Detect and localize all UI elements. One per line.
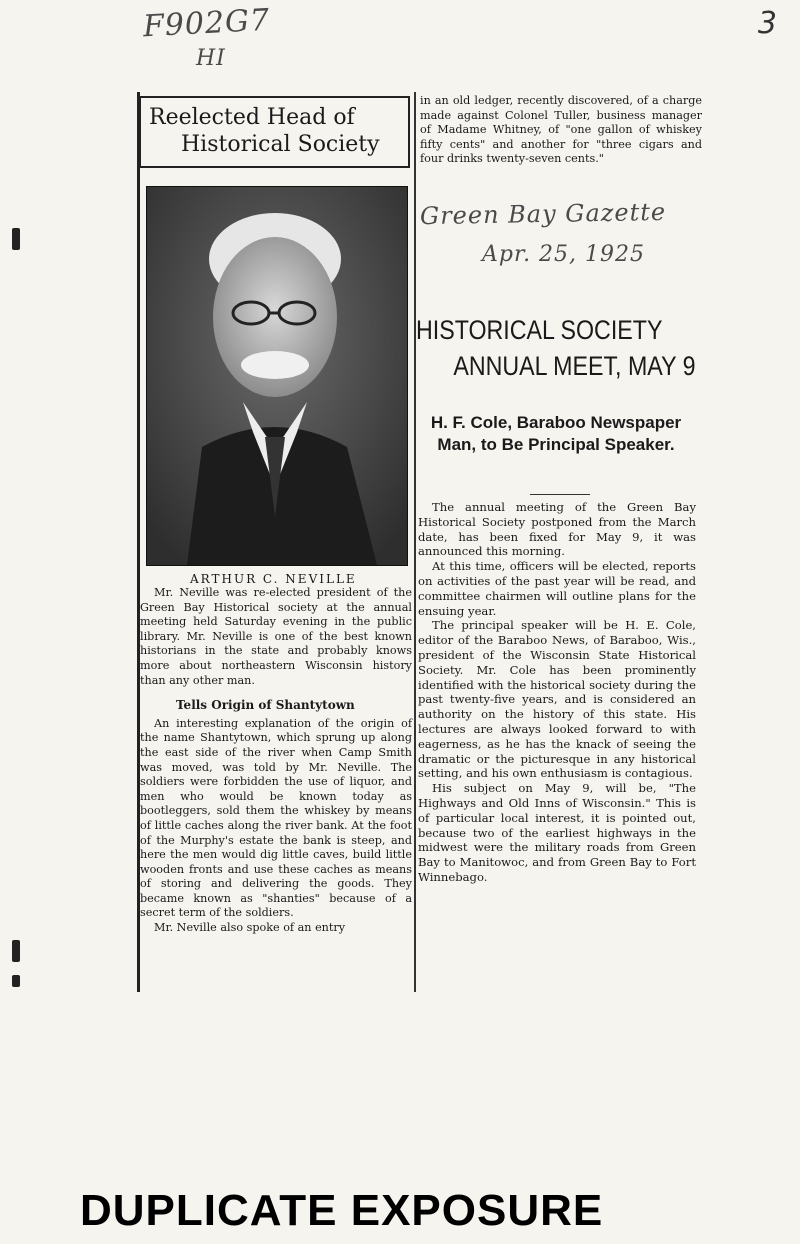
paragraph: An interesting explanation of the origin of the name Shantytown, which sprung up along the east side of the river when Camp Smith was moved, was told by Mr. Neville. The soldiers were forbidden the use of liquor, and men who would be known today as bootleggers, sold them the whiskey by means of little caches along the river bank. At the foot of the Murphy's estate the bank is steep, and here the men would dig little caves, build little wooden fronts and use these caches as means of storing and delivering the goods. They became known as "shanties" because of a secret term of the soldiers. [140,716,412,920]
handwritten-date: Apr. 25, 1925 [482,242,646,267]
headline-line-2: Historical Society [181,132,380,157]
left-article-body [140,586,412,936]
call-number: F902G7 [142,2,271,45]
left-article-continuation [420,94,702,167]
headline-line-2: ANNUAL MEET, MAY 9 [453,351,696,381]
paragraph: in an old ledger, recently discovered, of a charge made against Colonel Tuller, business manager of Madame Whitney, of "one gallon of whiskey fifty cents" and another for "three cigars and four drinks twenty-seven cents." [420,94,702,166]
margin-mark [12,228,20,250]
page-number: 3 [757,6,778,41]
duplicate-exposure-stamp: DUPLICATE EXPOSURE [80,1186,604,1235]
headline-line-1: Reelected Head of [149,105,355,130]
call-number-sub: HI [196,46,226,71]
paragraph: At this time, officers will be elected, reports on activities of the past year will be read, and committee chairmen will outline plans for the ensuing year. [418,559,696,618]
paragraph: The principal speaker will be H. E. Cole, editor of the Baraboo News, of Baraboo, Wis., president of the Wisconsin State Historical Society. Mr. Cole has been prominently identified with the historical society during the past twenty-five years, and is considered an authority on the history of this state. His lectures are always looked forward to with eagerness, as he has the knack of seeing the dramatic or the picturesque in any historical setting, and his own enthusiasm is contagious. [418,618,696,781]
portrait-photo [146,186,408,566]
subhead: Tells Origin of Shantytown [176,698,355,713]
right-article-headline [416,312,696,384]
divider [530,494,590,495]
left-article-headline [139,96,410,168]
margin-mark [12,940,20,962]
right-article-subhead: H. F. Cole, Baraboo Newspaper Man, to Be Principal Speaker. [430,413,682,454]
paragraph: Mr. Neville also spoke of an entry [154,921,346,935]
photo-caption: ARTHUR C. NEVILLE [190,572,357,586]
margin-mark [12,975,20,987]
portrait-photo-drawing [147,187,407,565]
paragraph: Mr. Neville was re-elected president of the Green Bay Historical society at the annual meeting held Saturday evening in the public library. Mr. Neville is one of the best known historians in the state and probably knows more about northeastern Wisconsin history than any other man. [140,586,412,687]
handwritten-source: Green Bay Gazette [419,197,667,231]
paragraph: His subject on May 9, will be, "The Highways and Old Inns of Wisconsin." This is of particular local interest, it is pointed out, because two of the earliest highways in the midwest were the military roads from Green Bay to Manitowoc, and from Green Bay to Fort Winnebago. [418,781,696,884]
headline-line-1: HISTORICAL SOCIETY [416,315,663,345]
column-rule-middle [414,92,416,992]
paragraph: The annual meeting of the Green Bay Historical Society postponed from the March date, has been fixed for May 9, it was announced this morning. [418,500,696,559]
right-article-body [418,500,696,885]
